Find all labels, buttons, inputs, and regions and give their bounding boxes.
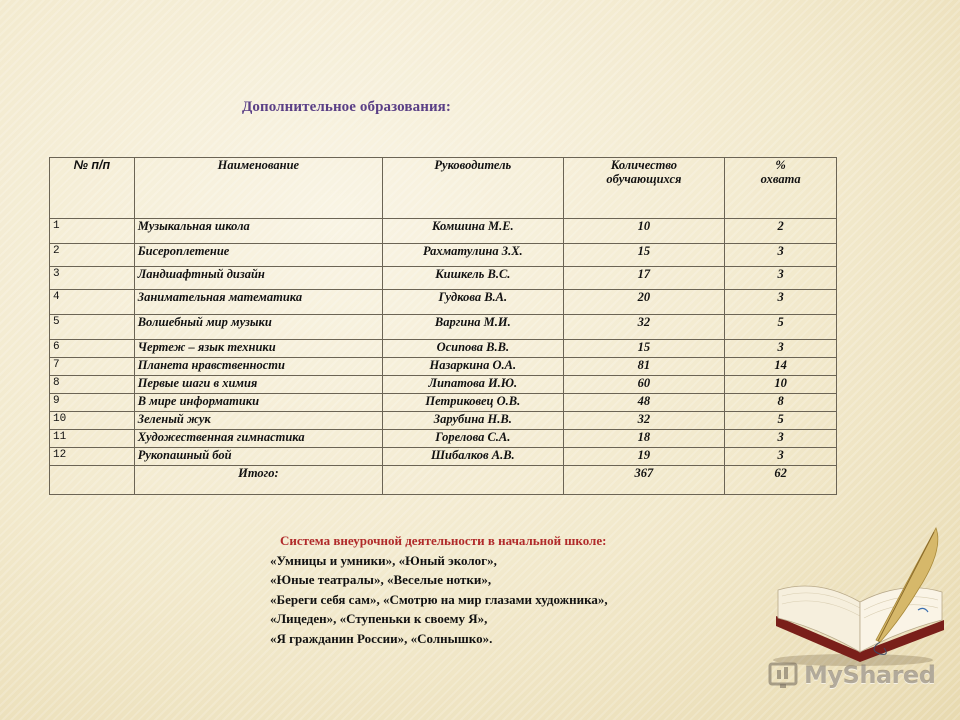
row-count: 32 xyxy=(563,315,725,340)
row-name: Ландшафтный дизайн xyxy=(134,267,382,290)
row-pct: 5 xyxy=(725,315,837,340)
extracurricular-block xyxy=(270,531,700,648)
row-count: 60 xyxy=(563,376,725,394)
extracurricular-line: «Береги себя сам», «Смотрю на мир глазами художника», xyxy=(270,591,608,607)
extracurricular-line: «Умницы и умники», «Юный эколог», xyxy=(270,552,497,568)
programs-table xyxy=(49,157,837,495)
row-num: 10 xyxy=(50,412,135,430)
row-num: 3 xyxy=(50,267,135,290)
header-pct xyxy=(725,158,837,219)
row-num: 1 xyxy=(50,219,135,244)
myshared-logo-icon xyxy=(768,660,798,690)
row-count: 15 xyxy=(563,340,725,358)
row-pct: 5 xyxy=(725,412,837,430)
header-leader: Руководитель xyxy=(383,158,564,219)
myshared-watermark xyxy=(768,655,958,695)
total-num xyxy=(50,466,135,495)
row-num: 6 xyxy=(50,340,135,358)
row-num: 7 xyxy=(50,358,135,376)
row-name: В мире информатики xyxy=(134,394,382,412)
row-num: 11 xyxy=(50,430,135,448)
row-count: 15 xyxy=(563,244,725,267)
row-name: Зеленый жук xyxy=(134,412,382,430)
row-name: Художественная гимнастика xyxy=(134,430,382,448)
row-leader: Рахматулина З.Х. xyxy=(383,244,564,267)
total-label: Итого: xyxy=(134,466,382,495)
row-leader: Горелова С.А. xyxy=(383,430,564,448)
header-count xyxy=(563,158,725,219)
row-num: 8 xyxy=(50,376,135,394)
table-row xyxy=(50,219,837,244)
row-pct: 10 xyxy=(725,376,837,394)
row-leader: Липатова И.Ю. xyxy=(383,376,564,394)
total-row xyxy=(50,466,837,495)
row-num: 9 xyxy=(50,394,135,412)
open-book-with-quill-icon xyxy=(768,520,958,668)
row-pct: 2 xyxy=(725,219,837,244)
row-pct: 3 xyxy=(725,430,837,448)
row-count: 32 xyxy=(563,412,725,430)
table-row xyxy=(50,244,837,267)
row-num: 12 xyxy=(50,448,135,466)
table-row xyxy=(50,358,837,376)
extracurricular-line: «Лицеден», «Ступеньки к своему Я», xyxy=(270,611,488,626)
row-name: Волшебный мир музыки xyxy=(134,315,382,340)
row-leader: Шибалков А.В. xyxy=(383,448,564,466)
total-leader xyxy=(383,466,564,495)
row-pct: 3 xyxy=(725,290,837,315)
extracurricular-line: «Юные театралы», «Веселые нотки», xyxy=(270,572,492,587)
watermark-brand: MyShared xyxy=(804,661,936,689)
table-row xyxy=(50,290,837,315)
table-row xyxy=(50,315,837,340)
row-pct: 14 xyxy=(725,358,837,376)
row-leader: Кишкель В.С. xyxy=(383,267,564,290)
row-leader: Комшина М.Е. xyxy=(383,219,564,244)
extracurricular-heading: Система внеурочной деятельности в начальной школе: xyxy=(280,533,607,548)
row-name: Бисероплетение xyxy=(134,244,382,267)
row-count: 18 xyxy=(563,430,725,448)
header-pct-line1: % xyxy=(775,158,786,172)
row-pct: 3 xyxy=(725,244,837,267)
table-row xyxy=(50,267,837,290)
extracurricular-line: «Я гражданин России», «Солнышко». xyxy=(270,630,493,646)
row-leader: Назаркина О.А. xyxy=(383,358,564,376)
table-row xyxy=(50,412,837,430)
row-leader: Петриковец О.В. xyxy=(383,394,564,412)
row-count: 19 xyxy=(563,448,725,466)
row-pct: 8 xyxy=(725,394,837,412)
row-leader: Гудкова В.А. xyxy=(383,290,564,315)
row-count: 10 xyxy=(563,219,725,244)
total-pct: 62 xyxy=(725,466,837,495)
row-name: Чертеж – язык техники xyxy=(134,340,382,358)
row-name: Планета нравственности xyxy=(134,358,382,376)
row-count: 81 xyxy=(563,358,725,376)
row-name: Занимательная математика xyxy=(134,290,382,315)
header-name: Наименование xyxy=(134,158,382,219)
row-name: Рукопашный бой xyxy=(134,448,382,466)
table-row xyxy=(50,340,837,358)
header-pct-line2: охвата xyxy=(760,172,801,186)
total-count: 367 xyxy=(563,466,725,495)
header-num: № п/п xyxy=(50,158,135,219)
row-leader: Зарубина Н.В. xyxy=(383,412,564,430)
row-pct: 3 xyxy=(725,340,837,358)
table-row xyxy=(50,430,837,448)
row-count: 17 xyxy=(563,267,725,290)
table-row xyxy=(50,376,837,394)
row-num: 4 xyxy=(50,290,135,315)
table-row xyxy=(50,448,837,466)
row-pct: 3 xyxy=(725,448,837,466)
row-count: 48 xyxy=(563,394,725,412)
row-num: 5 xyxy=(50,315,135,340)
row-name: Музыкальная школа xyxy=(134,219,382,244)
table-header-row xyxy=(50,158,837,219)
row-leader: Осипова В.В. xyxy=(383,340,564,358)
row-count: 20 xyxy=(563,290,725,315)
page-title: Дополнительное образования: xyxy=(242,99,451,115)
row-pct: 3 xyxy=(725,267,837,290)
header-count-line2: обучающихся xyxy=(606,172,682,186)
row-leader: Варгина М.И. xyxy=(383,315,564,340)
header-count-line1: Количество xyxy=(610,158,678,172)
row-num: 2 xyxy=(50,244,135,267)
table-row xyxy=(50,394,837,412)
row-name: Первые шаги в химия xyxy=(134,376,382,394)
